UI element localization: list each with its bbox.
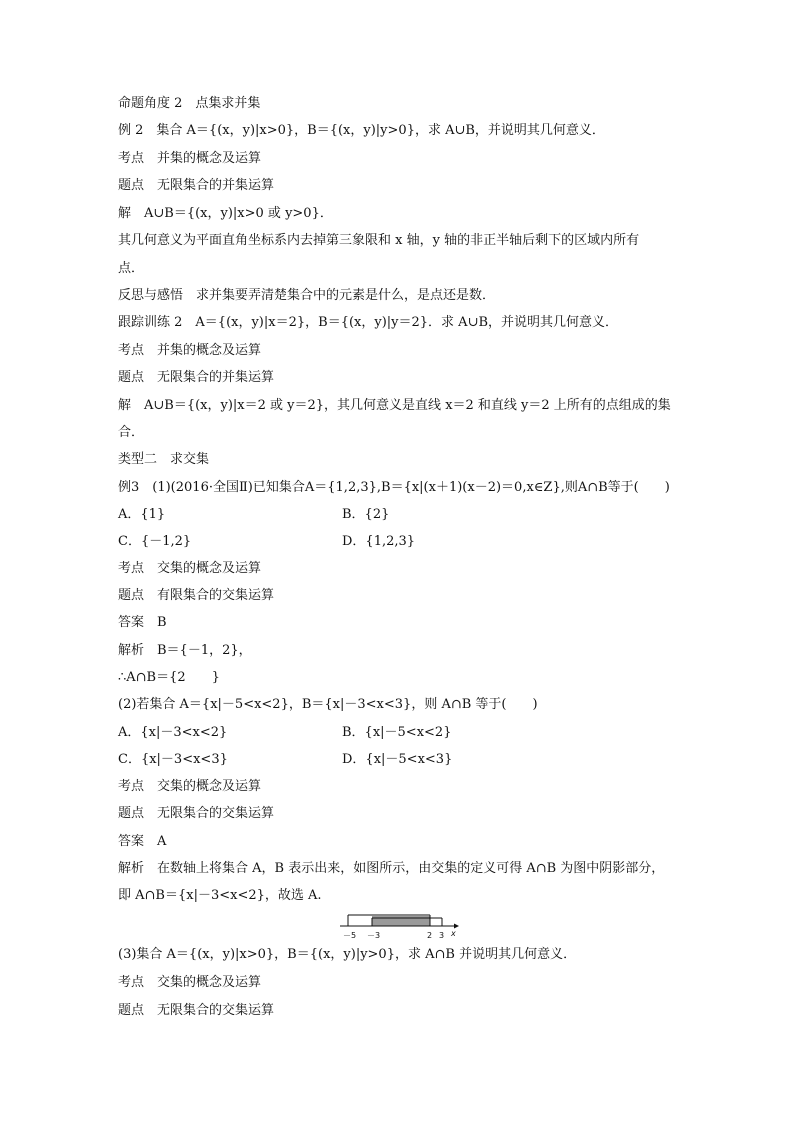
axis-label-x: x [451,929,456,938]
tick-label-neg5: －5 [343,931,357,940]
option-d: D．{x|－5<x<3} [342,752,453,767]
option-b: B．{x|－5<x<2} [342,725,452,740]
tick-label-neg3: －3 [367,931,381,940]
explanation-line: 其几何意义为平面直角坐标系内去掉第三象限和 x 轴，y 轴的非正半轴后剩下的区域内所有 [118,233,640,248]
option-a: A．{x|－3<x<2} [118,725,228,740]
topic-line: 考点 并集的概念及运算 [118,151,262,166]
type-heading: 类型二 求交集 [118,452,210,467]
subtopic-line: 题点 无限集合的交集运算 [118,1003,275,1018]
topic-line: 考点 交集的概念及运算 [118,975,262,990]
solution-line: 解 A∪B＝{(x，y)|x>0 或 y>0}． [118,206,333,221]
subtopic-line: 题点 有限集合的交集运算 [118,588,275,603]
solution-line: 解 A∪B＝{(x，y)|x＝2 或 y＝2}，其几何意义是直线 x＝2 和直线 y＝2 上所有的点组成的集 [118,398,671,413]
example-3-part-3: (3)集合 A＝{(x，y)|x>0}，B＝{(x，y)|y>0}，求 A∩B 并说明其几何意义． [118,947,577,962]
subtopic-line: 题点 无限集合的并集运算 [118,370,275,385]
option-b: B．{2} [342,507,390,522]
example-3-part-2: (2)若集合 A＝{x|－5<x<2}，B＝{x|－3<x<3}，则 A∩B 等于( ) [118,697,538,712]
section-heading: 命题角度 2 点集求并集 [118,96,261,111]
option-a: A．{1} [118,507,166,522]
topic-line: 考点 并集的概念及运算 [118,343,262,358]
answer-line: 答案 B [118,615,167,630]
axis-arrow [454,924,459,929]
analysis-line: 解析 B＝{－1，2}， [118,643,252,658]
solution-continuation: 合． [118,425,145,440]
reflection-line: 反思与感悟 求并集要弄清楚集合中的元素是什么，是点还是数． [118,288,496,303]
subtopic-line: 题点 无限集合的交集运算 [118,806,275,821]
option-c: C．{－1,2} [118,534,192,549]
example-3-part-1: 例3 (1)(2016·全国Ⅱ)已知集合A＝{1,2,3},B＝{x|(x＋1)(x－2)＝0,x∈Z},则A∩B等于( ) [118,480,670,495]
option-c: C．{x|－3<x<3} [118,752,228,767]
example-2-question: 例 2 集合 A＝{(x，y)|x>0}，B＝{(x，y)|y>0}，求 A∪B，并说明其几何意义． [118,123,605,138]
answer-line: 答案 A [118,834,167,849]
topic-line: 考点 交集的概念及运算 [118,779,262,794]
practice-2-question: 跟踪训练 2 A＝{(x，y)|x＝2}，B＝{(x，y)|y＝2}．求 A∪B，并说明其几何意义． [118,315,619,330]
analysis-result: 即 A∩B＝{x|－3<x<2}，故选 A. [118,888,322,903]
analysis-result: ∴A∩B＝{2 } [118,670,220,685]
topic-line: 考点 交集的概念及运算 [118,561,262,576]
option-d: D．{1,2,3} [342,534,416,549]
tick-label-3: 3 [439,931,445,940]
explanation-continuation: 点． [118,261,145,276]
tick-label-2: 2 [427,931,433,940]
subtopic-line: 题点 无限集合的并集运算 [118,178,275,193]
analysis-line: 解析 在数轴上将集合 A，B 表示出来，如图所示，由交集的定义可得 A∩B 为图中阴影部分， [118,861,665,876]
number-line-diagram [340,911,460,945]
